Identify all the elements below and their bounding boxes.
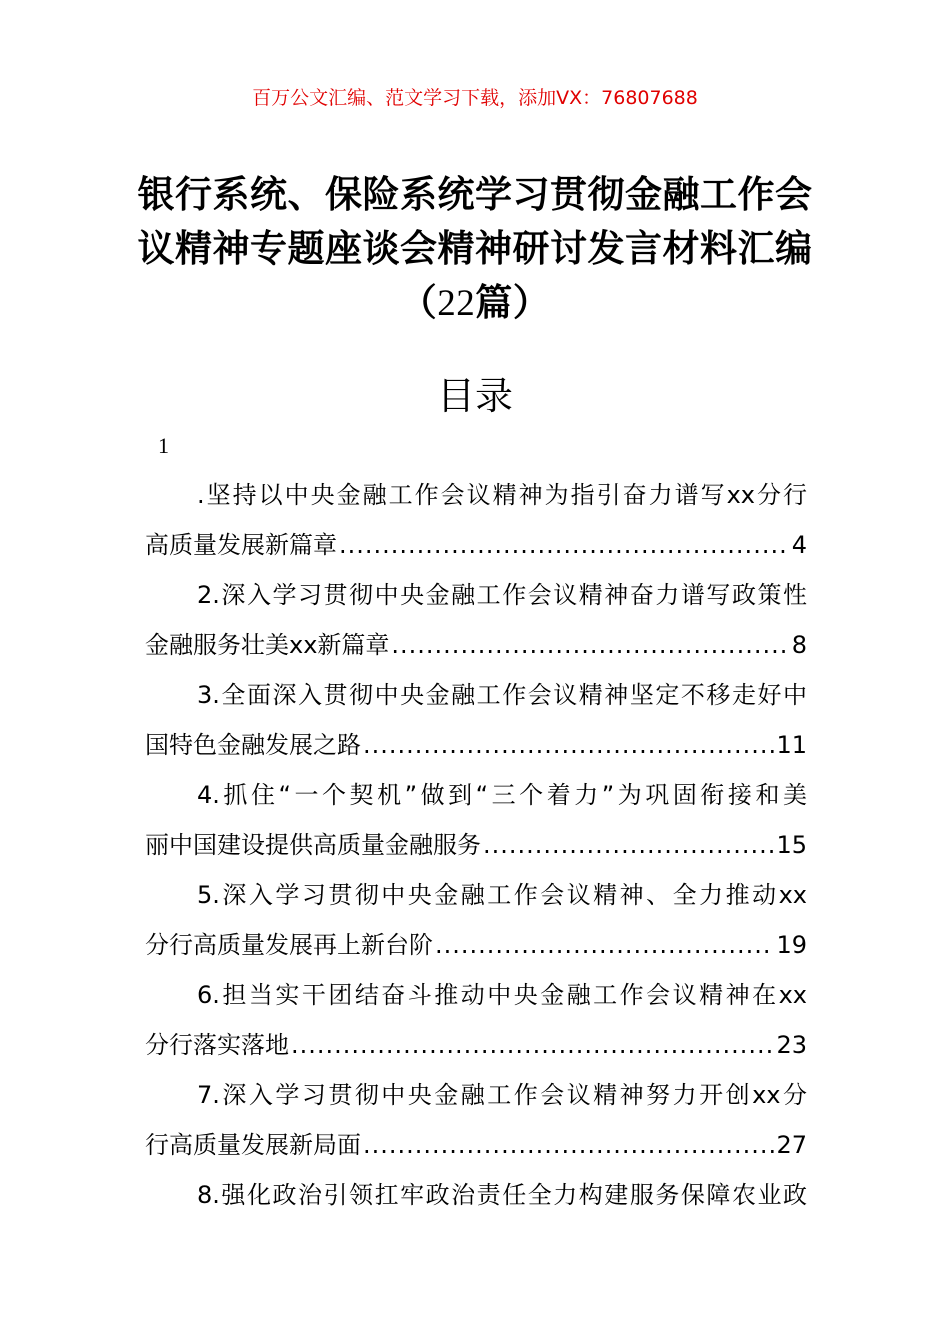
toc-heading: 目录 xyxy=(436,374,513,418)
title-line-2: 议精神专题座谈会精神研讨发言材料汇编 xyxy=(137,227,813,270)
toc-entry-4[interactable] xyxy=(145,770,807,870)
toc-entry-title-cont: 行高质量发展新局面 xyxy=(145,1131,361,1159)
toc-entry-title: .坚持以中央金融工作会议精神为指引奋力谱写xx分行 xyxy=(197,481,807,509)
toc-entry-title-cont: 分行落实落地 xyxy=(145,1031,289,1059)
title-paren-open: （ xyxy=(399,281,438,324)
toc-entry-title: 5.深入学习贯彻中央金融工作会议精神、全力推动xx xyxy=(197,881,807,909)
toc-page-number: 19 xyxy=(776,931,807,959)
toc-entry-3[interactable] xyxy=(145,670,807,770)
toc-entry-title-cont: 高质量发展新篇章 xyxy=(145,531,337,559)
toc-entry-1[interactable] xyxy=(145,470,807,570)
toc-entry-5[interactable] xyxy=(145,870,807,970)
toc-entry-title: 4.抓住“一个契机”做到“三个着力”为巩固衔接和美 xyxy=(197,781,807,809)
toc-entry-title: 6.担当实干团结奋斗推动中央金融工作会议精神在xx xyxy=(197,981,807,1009)
title-line-1: 银行系统、保险系统学习贯彻金融工作会 xyxy=(137,173,813,216)
toc-entry-title: 8.强化政治引领扛牢政治责任全力构建服务保障农业政 xyxy=(197,1181,807,1209)
toc-page-number: 23 xyxy=(776,1031,807,1059)
title-line-3 xyxy=(110,276,840,331)
dot-leader xyxy=(363,720,774,770)
table-of-contents xyxy=(145,470,807,1220)
toc-page-number: 15 xyxy=(776,831,807,859)
dot-leader xyxy=(363,1120,774,1170)
toc-entry-2[interactable] xyxy=(145,570,807,670)
title-paren-close: 篇） xyxy=(475,281,551,324)
toc-entry-title-cont: 丽中国建设提供高质量金融服务 xyxy=(145,831,481,859)
toc-entry-title: 7.深入学习贯彻中央金融工作会议精神努力开创xx分 xyxy=(197,1081,807,1109)
toc-entry-title-cont: 国特色金融发展之路 xyxy=(145,731,361,759)
dot-leader xyxy=(339,520,790,570)
toc-entry-title-cont: 金融服务壮美xx新篇章 xyxy=(145,631,390,659)
watermark-text: 百万公文汇编、范文学习下载，添加VX：76807688 xyxy=(252,87,698,109)
toc-entry-title: 2.深入学习贯彻中央金融工作会议精神奋力谱写政策性 xyxy=(197,581,807,609)
title-count: 22 xyxy=(437,283,476,324)
dot-leader xyxy=(435,920,774,970)
document-title xyxy=(110,168,840,331)
toc-page-number: 11 xyxy=(776,731,807,759)
list-marker: 1 xyxy=(158,433,169,458)
toc-entry-title: 3.全面深入贯彻中央金融工作会议精神坚定不移走好中 xyxy=(197,681,807,709)
toc-page-number: 4 xyxy=(791,531,807,559)
dot-leader xyxy=(391,620,789,670)
toc-entry-7[interactable] xyxy=(145,1070,807,1170)
dot-leader xyxy=(483,820,774,870)
toc-page-number: 27 xyxy=(776,1131,807,1159)
toc-entry-title-cont: 分行高质量发展再上新台阶 xyxy=(145,931,433,959)
toc-entry-6[interactable] xyxy=(145,970,807,1070)
toc-entry-8[interactable] xyxy=(145,1170,807,1220)
toc-page-number: 8 xyxy=(791,631,807,659)
dot-leader xyxy=(291,1020,774,1070)
